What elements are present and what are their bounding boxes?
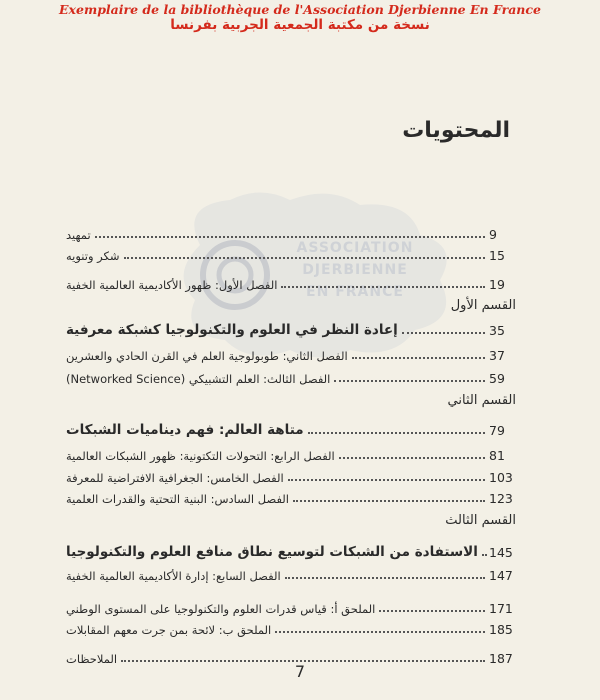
toc-entry	[62, 443, 517, 463]
toc-entry-label: الفصل الأول: ظهور الأكاديمية العالمية الخفية	[66, 278, 278, 292]
leader-dots	[95, 236, 485, 238]
toc-entry-page: 59	[489, 371, 505, 386]
toc-entry	[62, 596, 517, 616]
toc-entry-page: 9	[489, 227, 497, 242]
leader-dots	[402, 332, 485, 334]
toc-entry-label: الفصل الثالث: العلم التشبيكي (Networked Science)	[66, 372, 331, 386]
toc-entry-label: الفصل السادس: البنية التحتية والقدرات العلمية	[66, 492, 289, 506]
section-heading-label: متاهة العالم: فهم ديناميات الشبكات	[66, 422, 304, 438]
toc-entry	[62, 343, 517, 363]
toc-entry-page: 81	[489, 448, 505, 463]
leader-dots	[339, 457, 485, 459]
leader-dots	[482, 554, 485, 556]
section-heading-label: الاستفادة من الشبكات لتوسيع نطاق منافع العلوم والتكنولوجيا	[66, 544, 478, 560]
page-title: المحتويات	[402, 118, 510, 143]
toc-entry	[62, 563, 517, 583]
toc-entry-page: 123	[489, 491, 513, 506]
toc-entry-page: 103	[489, 470, 513, 485]
leader-dots	[124, 257, 485, 259]
toc-entry	[62, 617, 517, 637]
library-stamp-arabic: نسخة من مكتبة الجمعية الجربية بفرنسا	[170, 17, 430, 33]
leader-dots	[288, 479, 485, 481]
leader-dots	[379, 610, 485, 612]
toc-entry-label: تمهيد	[66, 228, 91, 242]
toc-entry	[62, 486, 517, 506]
toc-entry	[62, 366, 517, 386]
leader-dots	[293, 500, 485, 502]
toc-entry-page: 37	[489, 348, 505, 363]
toc-entry-label: الملاحظات	[66, 652, 118, 666]
leader-dots	[281, 286, 485, 288]
toc-entry-page: 187	[489, 651, 513, 666]
toc-entry-page: 147	[489, 568, 513, 583]
watermark-line-3: EN FRANCE	[306, 284, 404, 300]
leader-dots	[275, 631, 485, 633]
section-heading	[62, 418, 517, 438]
leader-dots	[334, 380, 485, 382]
library-stamp-french: Exemplaire de la bibliothèque de l'Association Djerbienne En France	[59, 2, 541, 17]
section-heading-page: 145	[489, 545, 513, 560]
watermark-line-1: ASSOCIATION	[296, 240, 414, 256]
toc-entry	[62, 465, 517, 485]
toc-entry-label: شكر وتنويه	[66, 249, 120, 263]
toc-entry-page: 185	[489, 622, 513, 637]
toc-entry-label: الملحق ب: لائحة بمن جرت معهم المقابلات	[66, 623, 272, 637]
toc-entry-label: الفصل الخامس: الجغرافية الافتراضية للمعرفة	[66, 471, 284, 485]
section-label: القسم الأول	[450, 298, 516, 313]
toc-entry-page: 171	[489, 601, 513, 616]
toc-entry-label: الفصل الثاني: طوبولوجية العلم في القرن الحادي والعشرين	[66, 349, 348, 363]
leader-dots	[285, 577, 485, 579]
watermark-line-2: DJERBIENNE	[302, 262, 408, 278]
section-heading	[62, 540, 517, 560]
leader-dots	[352, 357, 485, 359]
toc-entry	[62, 222, 517, 242]
section-heading-page: 79	[489, 423, 505, 438]
leader-dots	[308, 432, 485, 434]
section-heading-label: إعادة النظر في العلوم والتكنولوجيا كشبكة معرفية	[66, 322, 398, 338]
section-label: القسم الثالث	[445, 513, 516, 528]
section-label: القسم الثاني	[447, 393, 516, 408]
toc-entry-label: الفصل الرابع: التحولات التكتونية: ظهور الشبكات العالمية	[66, 449, 335, 463]
toc-entry	[62, 272, 517, 292]
page-number: 7	[294, 662, 306, 681]
toc-entry-label: الفصل السابع: إدارة الأكاديمية العالمية الخفية	[66, 569, 281, 583]
toc-entry-page: 15	[489, 248, 505, 263]
section-heading	[62, 318, 517, 338]
toc-entry	[62, 243, 517, 263]
toc-entry-label: الملحق أ: قياس قدرات العلوم والتكنولوجيا على المستوى الوطني	[66, 602, 376, 616]
section-heading-page: 35	[489, 323, 505, 338]
toc-entry-page: 19	[489, 277, 505, 292]
